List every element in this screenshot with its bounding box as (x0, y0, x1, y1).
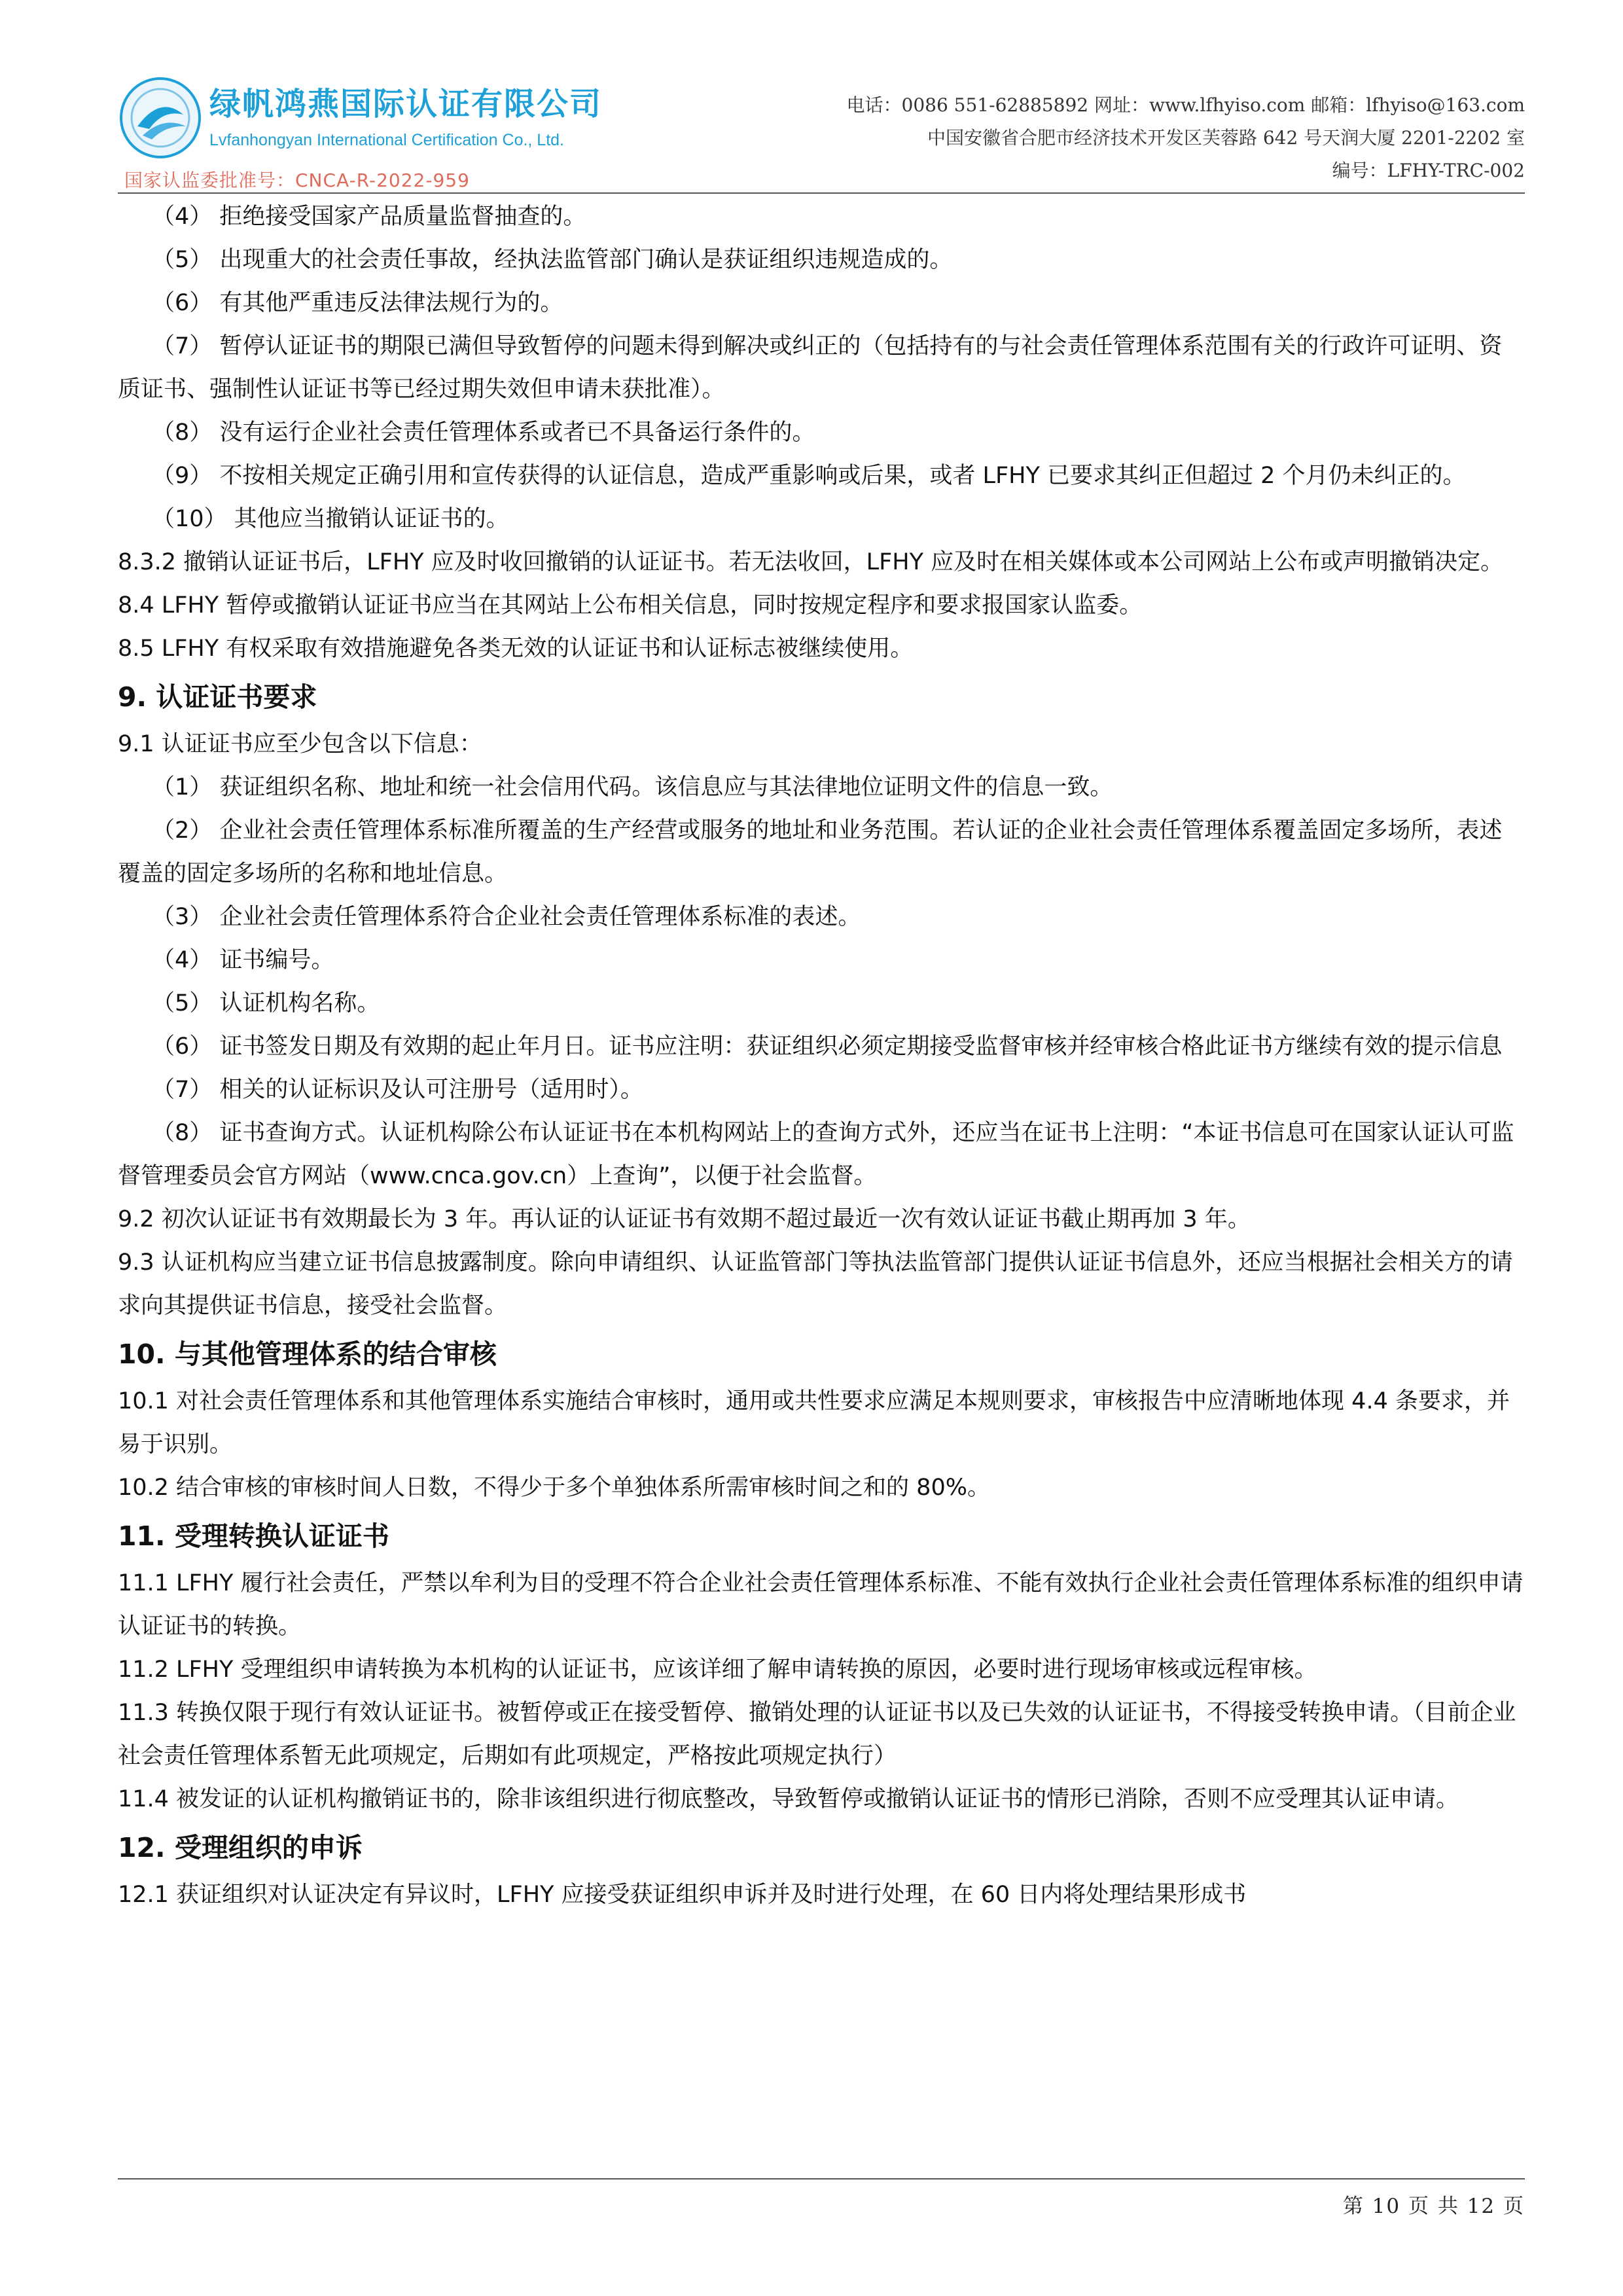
clause-10-1: 10.1 对社会责任管理体系和其他管理体系实施结合审核时，通用或共性要求应满足本规则要求，审核报告中应清晰地体现 4.4 条要求，并易于识别。 (118, 1388, 1510, 1458)
clause-11-4: 11.4 被发证的认证机构撤销证书的，除非该组织进行彻底整改，导致暂停或撤销认证证书的情形已消除，否则不应受理其认证申请。 (118, 1786, 1459, 1812)
section-heading-9: 9. 认证证书要求 (118, 681, 317, 713)
paragraph: （5） 出现重大的社会责任事故，经执法监管部门确认是获证组织违规造成的。 (152, 247, 953, 273)
clause-8-3-2: 8.3.2 撤销认证证书后，LFHY 应及时收回撤销的认证证书。若无法收回，LFHY 应及时在相关媒体或本公司网站上公布或声明撤销决定。 (118, 549, 1504, 575)
clause-11-3: 11.3 转换仅限于现行有效认证证书。被暂停或正在接受暂停、撤销处理的认证证书以及已失效的认证证书，不得接受转换申请。（目前企业社会责任管理体系暂无此项规定，后期如有此项规定，严格按此项规定执行） (118, 1700, 1516, 1769)
company-name-cn: 绿帆鸿燕国际认证有限公司 (209, 86, 603, 122)
header-divider (118, 192, 1525, 194)
list-item: （3） 企业社会责任管理体系符合企业社会责任管理体系标准的表述。 (152, 904, 861, 930)
clause-9-1: 9.1 认证证书应至少包含以下信息： (118, 731, 482, 757)
approval-number: 国家认监委批准号：CNCA-R-2022-959 (124, 170, 470, 191)
list-item: （7） 相关的认证标识及认可注册号（适用时）。 (152, 1077, 643, 1103)
paragraph: （4） 拒绝接受国家产品质量监督抽查的。 (152, 204, 586, 230)
clause-9-2: 9.2 初次认证证书有效期最长为 3 年。再认证的认证证书有效期不超过最近一次有效认证证书截止期再加 3 年。 (118, 1206, 1251, 1232)
clause-11-1: 11.1 LFHY 履行社会责任，严禁以牟利为目的受理不符合企业社会责任管理体系标准、不能有效执行企业社会责任管理体系标准的组织申请认证证书的转换。 (118, 1570, 1524, 1640)
page-header (118, 72, 1525, 195)
footer-divider (118, 2178, 1525, 2179)
list-item: （6） 证书签发日期及有效期的起止年月日。证书应注明：获证组织必须定期接受监督审核并经审核合格此证书方继续有效的提示信息 (152, 1033, 1503, 1060)
company-logo (118, 72, 707, 195)
paragraph: （10） 其他应当撤销认证证书的。 (152, 506, 509, 532)
list-item: （1） 获证组织名称、地址和统一社会信用代码。该信息应与其法律地位证明文件的信息一致。 (152, 774, 1113, 800)
paragraph: （8） 没有运行企业社会责任管理体系或者已不具备运行条件的。 (152, 420, 815, 446)
list-item: （2） 企业社会责任管理体系标准所覆盖的生产经营或服务的地址和业务范围。若认证的企业社会责任管理体系覆盖固定多场所，表述覆盖的固定多场所的名称和地址信息。 (118, 817, 1503, 887)
list-item: （4） 证书编号。 (152, 947, 334, 973)
section-heading-12: 12. 受理组织的申诉 (118, 1832, 363, 1863)
logo-emblem-icon (118, 75, 203, 160)
list-item: （8） 证书查询方式。认证机构除公布认证证书在本机构网站上的查询方式外，还应当在证书上注明：“本证书信息可在国家认证认可监督管理委员会官方网站（www.cnca.gov.cn）上查询”，以便于社会监督。 (118, 1120, 1514, 1189)
paragraph: （9） 不按相关规定正确引用和宣传获得的认证信息，造成严重影响或后果，或者 LFHY 已要求其纠正但超过 2 个月仍未纠正的。 (152, 463, 1466, 489)
section-heading-10: 10. 与其他管理体系的结合审核 (118, 1338, 497, 1370)
paragraph: （7） 暂停认证证书的期限已满但导致暂停的问题未得到解决或纠正的（包括持有的与社会责任管理体系范围有关的行政许可证明、资质证书、强制性认证证书等已经过期失效但申请未获批准）。 (118, 333, 1503, 403)
document-body (118, 195, 1525, 1916)
contact-block (847, 89, 1525, 187)
company-name-en: Lvfanhongyan International Certification Co., Ltd. (209, 131, 565, 149)
clause-11-2: 11.2 LFHY 受理组织申请转换为本机构的认证证书，应该详细了解申请转换的原因，必要时进行现场审核或远程审核。 (118, 1657, 1317, 1683)
document-number: 编号：LFHY-TRC-002 (1332, 160, 1525, 181)
clause-8-5: 8.5 LFHY 有权采取有效措施避免各类无效的认证证书和认证标志被继续使用。 (118, 636, 914, 662)
contact-line: 电话：0086 551-62885892 网址：www.lfhyiso.com 邮箱：lfhyiso@163.com (846, 94, 1525, 116)
section-heading-11: 11. 受理转换认证证书 (118, 1520, 389, 1552)
clause-9-3: 9.3 认证机构应当建立证书信息披露制度。除向申请组织、认证监管部门等执法监管部门提供认证证书信息外，还应当根据社会相关方的请求向其提供证书信息，接受社会监督。 (118, 1249, 1513, 1319)
clause-8-4: 8.4 LFHY 暂停或撤销认证证书应当在其网站上公布相关信息，同时按规定程序和要求报国家认监委。 (118, 592, 1143, 619)
clause-12-1: 12.1 获证组织对认证决定有异议时，LFHY 应接受获证组织申诉并及时进行处理，在 60 日内将处理结果形成书 (118, 1882, 1247, 1908)
page-number: 第 10 页 共 12 页 (1342, 2195, 1525, 2218)
clause-10-2: 10.2 结合审核的审核时间人日数，不得少于多个单独体系所需审核时间之和的 80%。 (118, 1475, 990, 1501)
address-line: 中国安徽省合肥市经济技术开发区芙蓉路 642 号天润大厦 2201-2202 室 (927, 127, 1525, 149)
paragraph: （6） 有其他严重违反法律法规行为的。 (152, 290, 563, 316)
list-item: （5） 认证机构名称。 (152, 990, 380, 1016)
